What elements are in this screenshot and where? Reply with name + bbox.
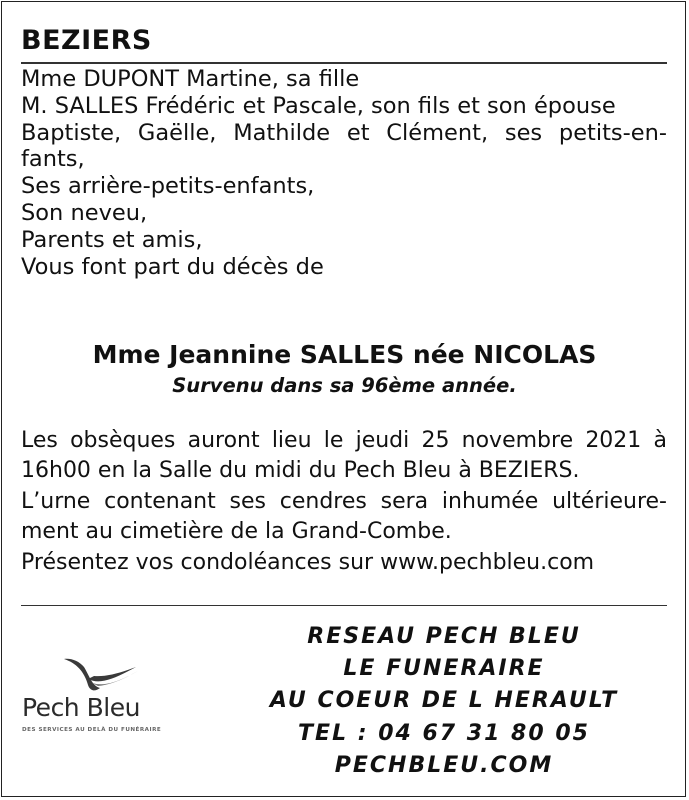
logo-tagline: DES SERVICES AU DELÀ DU FUNÉRAIRE <box>22 727 162 733</box>
family-line: Son neveu, <box>21 199 148 226</box>
logo-name: Pech Bleu <box>22 693 140 722</box>
deceased-name: Mme Jeannine SALLES née NICOLAS <box>92 340 597 369</box>
family-line: M. SALLES Frédéric et Pascale, son fils et son épouse <box>21 92 616 119</box>
family-line: fants, <box>21 146 85 173</box>
funeral-line: ment au cimetière de la Grand-Combe. <box>21 519 452 545</box>
family-line: Parents et amis, <box>21 226 203 253</box>
network-line: RESEAU PECH BLEU <box>307 624 581 649</box>
funeral-details <box>21 426 667 578</box>
deceased-age-note: Survenu dans sa 96ème année. <box>172 374 517 397</box>
funeral-line: Présentez vos condoléances sur www.pechbleu.com <box>21 549 595 575</box>
pech-bleu-logo <box>18 655 188 745</box>
footer-divider <box>21 605 667 606</box>
funeral-line: L’urne contenant ses cendres sera inhumée ultérieure- <box>21 488 667 514</box>
network-line: AU COEUR DE L HERAULT <box>269 688 619 714</box>
city-heading: BEZIERS <box>21 25 152 56</box>
family-line: Mme DUPONT Martine, sa fille <box>21 66 360 92</box>
funeral-line: Les obsèques auront lieu le jeudi 25 novembre 2021 à <box>21 428 667 453</box>
bird-wing-icon <box>62 655 140 695</box>
funeral-line: 16h00 en la Salle du midi du Pech Bleu à BEZIERS. <box>21 458 580 484</box>
network-line: LE FUNERAIRE <box>343 656 545 682</box>
network-website: PECHBLEU.COM <box>334 752 554 778</box>
network-contact-block <box>220 621 668 782</box>
family-line: Vous font part du décès de <box>21 253 324 280</box>
heading-divider <box>21 62 667 64</box>
family-line: Baptiste, Gaëlle, Mathilde et Clément, ses petits-en- <box>21 119 667 146</box>
family-list <box>21 66 667 280</box>
network-phone: TEL : 04 67 31 80 05 <box>298 720 590 746</box>
family-line: Ses arrière-petits-enfants, <box>21 173 315 200</box>
